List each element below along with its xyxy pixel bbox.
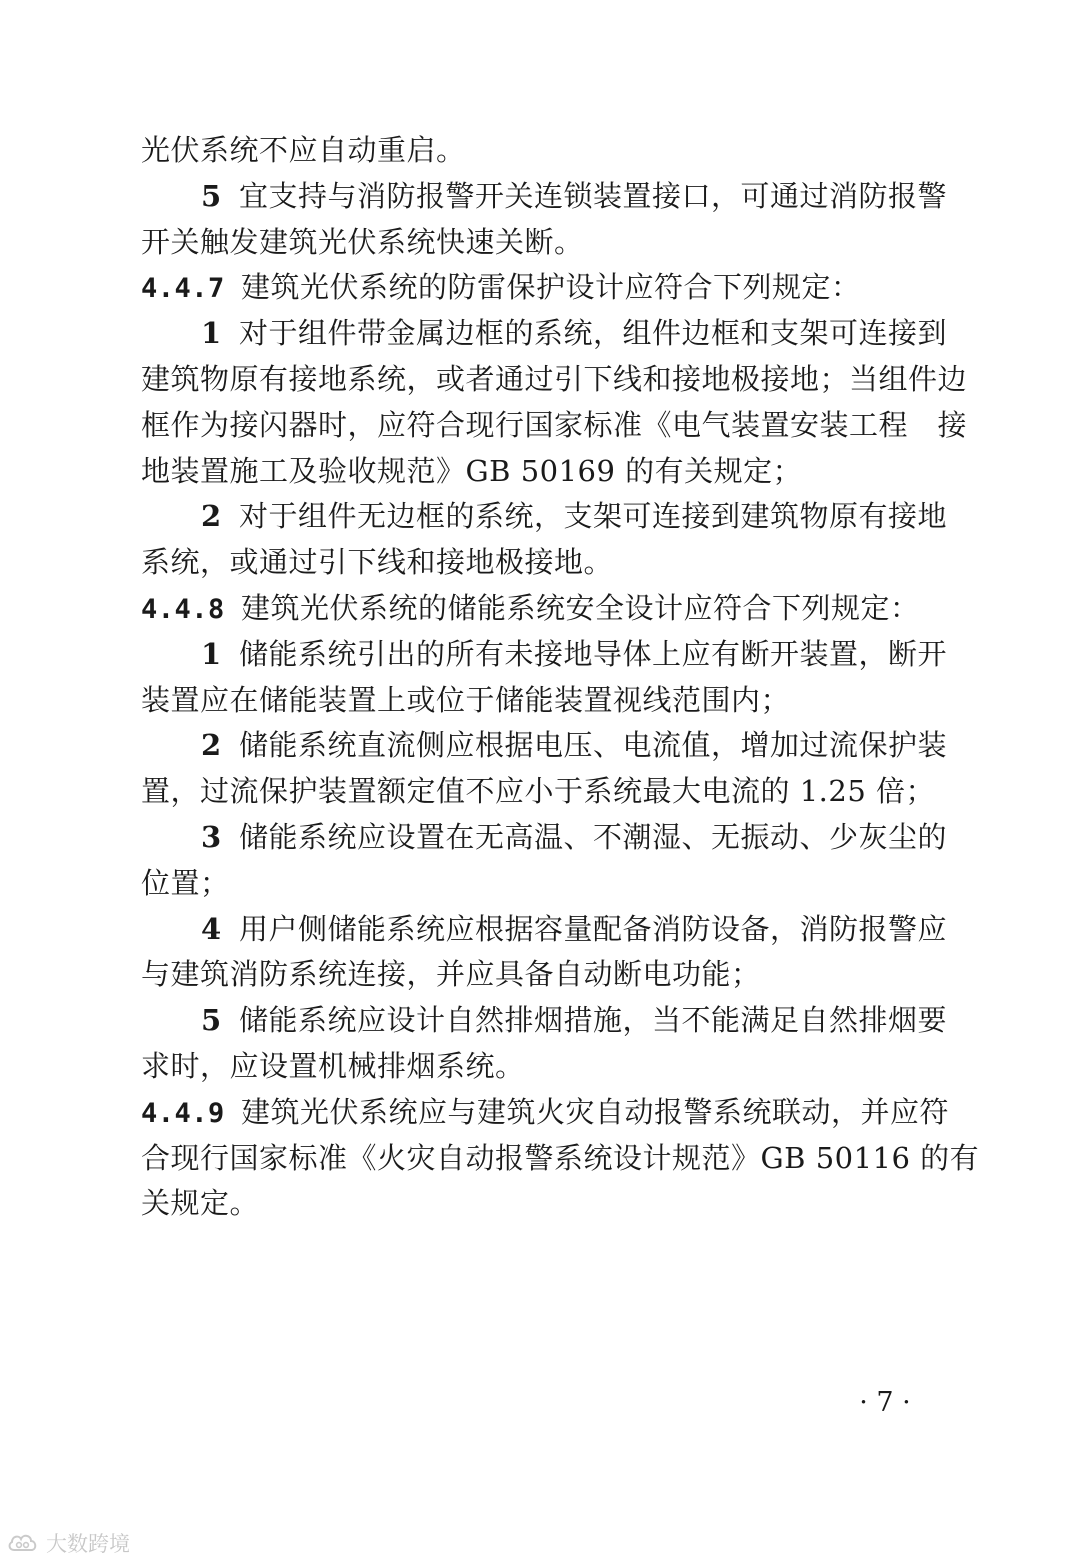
line-text: 光伏系统不应自动重启。 [141,133,466,167]
item-line [141,998,948,1044]
item-number: 4 [201,911,222,946]
line-text: 关规定。 [141,1186,260,1221]
document-body [141,128,980,1227]
text-line [141,128,941,174]
item-number: 2 [201,499,222,534]
line-text: 合现行国家标准《火灾自动报警系统设计规范》GB 50116 的有 [141,1140,980,1175]
line-text: 对于组件无边框的系统，支架可连接到建筑物原有接地 [239,499,948,534]
clause-number: 4.4.7 [141,273,225,305]
line-text: 与建筑消防系统连接，并应具备自动断电功能； [141,957,761,992]
text-line [141,1136,980,1182]
text-line [141,449,941,495]
line-text: 开关触发建筑光伏系统快速关断。 [141,224,584,259]
page-number: · 7 · [859,1387,911,1418]
line-text: 建筑光伏系统的防雷保护设计应符合下列规定： [241,270,861,305]
line-text: 对于组件带金属边框的系统，组件边框和支架可连接到 [239,316,948,351]
line-text: 建筑物原有接地系统，或者通过引下线和接地极接地；当组件边 [141,361,968,396]
text-line [141,540,941,586]
item-line [141,494,948,540]
text-line [141,952,941,998]
line-text: 置，过流保护装置额定值不应小于系统最大电流的 1.25 倍； [141,774,936,809]
cloud-logo-icon [6,1530,40,1556]
text-line [141,678,941,724]
item-line [141,311,948,357]
item-line [141,723,948,769]
item-number: 5 [201,178,222,213]
watermark-text: 大数跨境 [46,1532,130,1556]
clause-number: 4.4.9 [141,1097,225,1129]
line-text: 建筑光伏系统的储能系统安全设计应符合下列规定： [241,590,920,625]
text-line [141,220,941,266]
item-number: 5 [201,1003,222,1038]
clause-line [141,265,941,311]
text-line [141,357,968,403]
line-text: 储能系统应设计自然排烟措施，当不能满足自然排烟要 [239,1003,948,1038]
item-line [141,815,948,861]
item-line [141,632,948,678]
item-line [141,907,948,953]
item-number: 2 [201,728,222,763]
line-text: 用户侧储能系统应根据容量配备消防设备，消防报警应 [239,911,948,946]
clause-line [141,586,941,632]
text-line [141,861,941,907]
line-text: 建筑光伏系统应与建筑火灾自动报警系统联动，并应符 [241,1094,950,1129]
text-line [141,1044,941,1090]
line-text: 装置应在储能装置上或位于储能装置视线范围内； [141,682,791,717]
text-line [141,403,968,449]
item-number: 1 [201,316,222,351]
line-text: 宜支持与消防报警开关连锁装置接口，可通过消防报警 [239,178,948,213]
text-line [141,1181,941,1227]
item-number: 1 [201,636,222,671]
item-line [141,174,948,220]
line-text: 储能系统应设置在无高温、不潮湿、无振动、少灰尘的 [239,819,948,854]
line-text: 框作为接闪器时，应符合现行国家标准《电气装置安装工程 接 [141,407,968,442]
line-text: 储能系统直流侧应根据电压、电流值，增加过流保护装 [239,728,948,763]
clause-number: 4.4.8 [141,593,225,625]
clause-line [141,1090,950,1136]
watermark [6,1528,130,1558]
line-text: 地装置施工及验收规范》GB 50169 的有关规定； [141,453,803,488]
line-text: 求时，应设置机械排烟系统。 [141,1048,525,1083]
line-text: 系统，或通过引下线和接地极接地。 [141,545,614,580]
line-text: 储能系统引出的所有未接地导体上应有断开装置，断开 [239,636,948,671]
item-number: 3 [201,819,222,854]
line-text: 位置； [141,865,230,900]
text-line [141,769,941,815]
